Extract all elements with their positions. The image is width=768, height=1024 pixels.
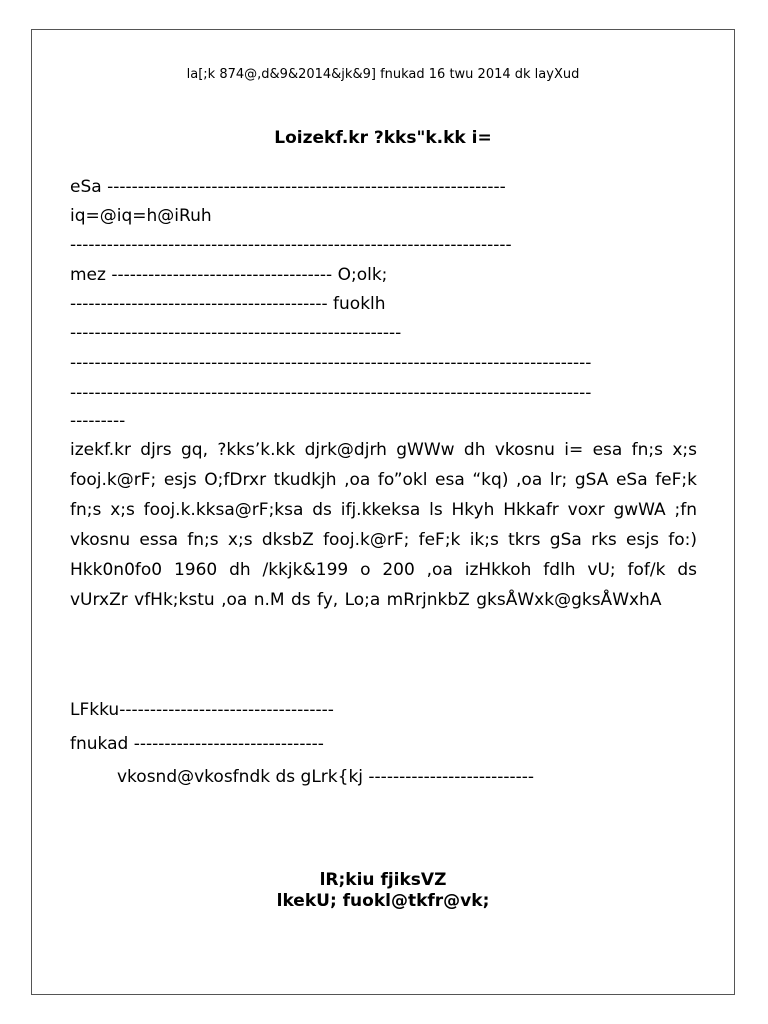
blank-line-1: ------------------------------------------------------ xyxy=(70,323,402,343)
blank-line-2: ------------------------------------------------------------------------------------- xyxy=(70,353,592,373)
blank-line-4: --------- xyxy=(70,411,126,431)
date-line: fnukad ------------------------------- xyxy=(70,734,324,754)
reference-line: la[;k 874@,d&9&2014&jk&9] fnukad 16 twu 2014 dk layXud xyxy=(186,67,580,82)
place-line: LFkku----------------------------------- xyxy=(70,700,334,720)
residence-line: ------------------------------------------ fuoklh xyxy=(70,294,386,314)
applicant-signature-line: vkosnd@vkosfndk ds gLrk{kj --------------------------- xyxy=(117,767,535,787)
document-page xyxy=(31,29,735,995)
name-line: eSa ----------------------------------------------------------------- xyxy=(70,177,506,197)
age-occupation-line: mez ------------------------------------ O;olk; xyxy=(70,265,388,285)
attestation-subtitle: lkekU; fuokl@tkfr@vk; xyxy=(276,891,490,911)
document-title: Loizekf.kr ?kks"k.kk i= xyxy=(274,128,492,148)
relation-blank-line: ------------------------------------------------------------------------ xyxy=(70,235,512,255)
relation-line: iq=@iq=h@iRuh xyxy=(70,206,212,226)
declaration-paragraph: izekf.kr djrs gq, ?kks’k.kk djrk@djrh gWWw dh vkosnu i= esa fn;s x;s fooj.k@rF; esjs O;fDrxr tkudkjh ,oa fo”okl esa “kq) ,oa lr; gSA eSa feF;k fn;s x;s fooj.k.kksa@rF;ksa ds ifj.kkeksa ls Hkyh Hkkafr voxr gwWA ;fn vkosnu essa fn;s x;s dksbZ fooj.k@rF; feF;k ik;s tkrs gSa rks esjs fo:) Hkk0n0fo0 1960 dh /kkjk&199 o 200 ,oa izHkkoh fdlh vU; fof/k ds vUrxZr vfHk;kstu ,oa n.M ds fy, Lo;a mRrjnkbZ gksÅWxk@gksÅWxhA xyxy=(70,440,697,610)
attestation-title: lR;kiu fjiksVZ xyxy=(319,870,447,890)
blank-line-3: ------------------------------------------------------------------------------------- xyxy=(70,383,592,403)
